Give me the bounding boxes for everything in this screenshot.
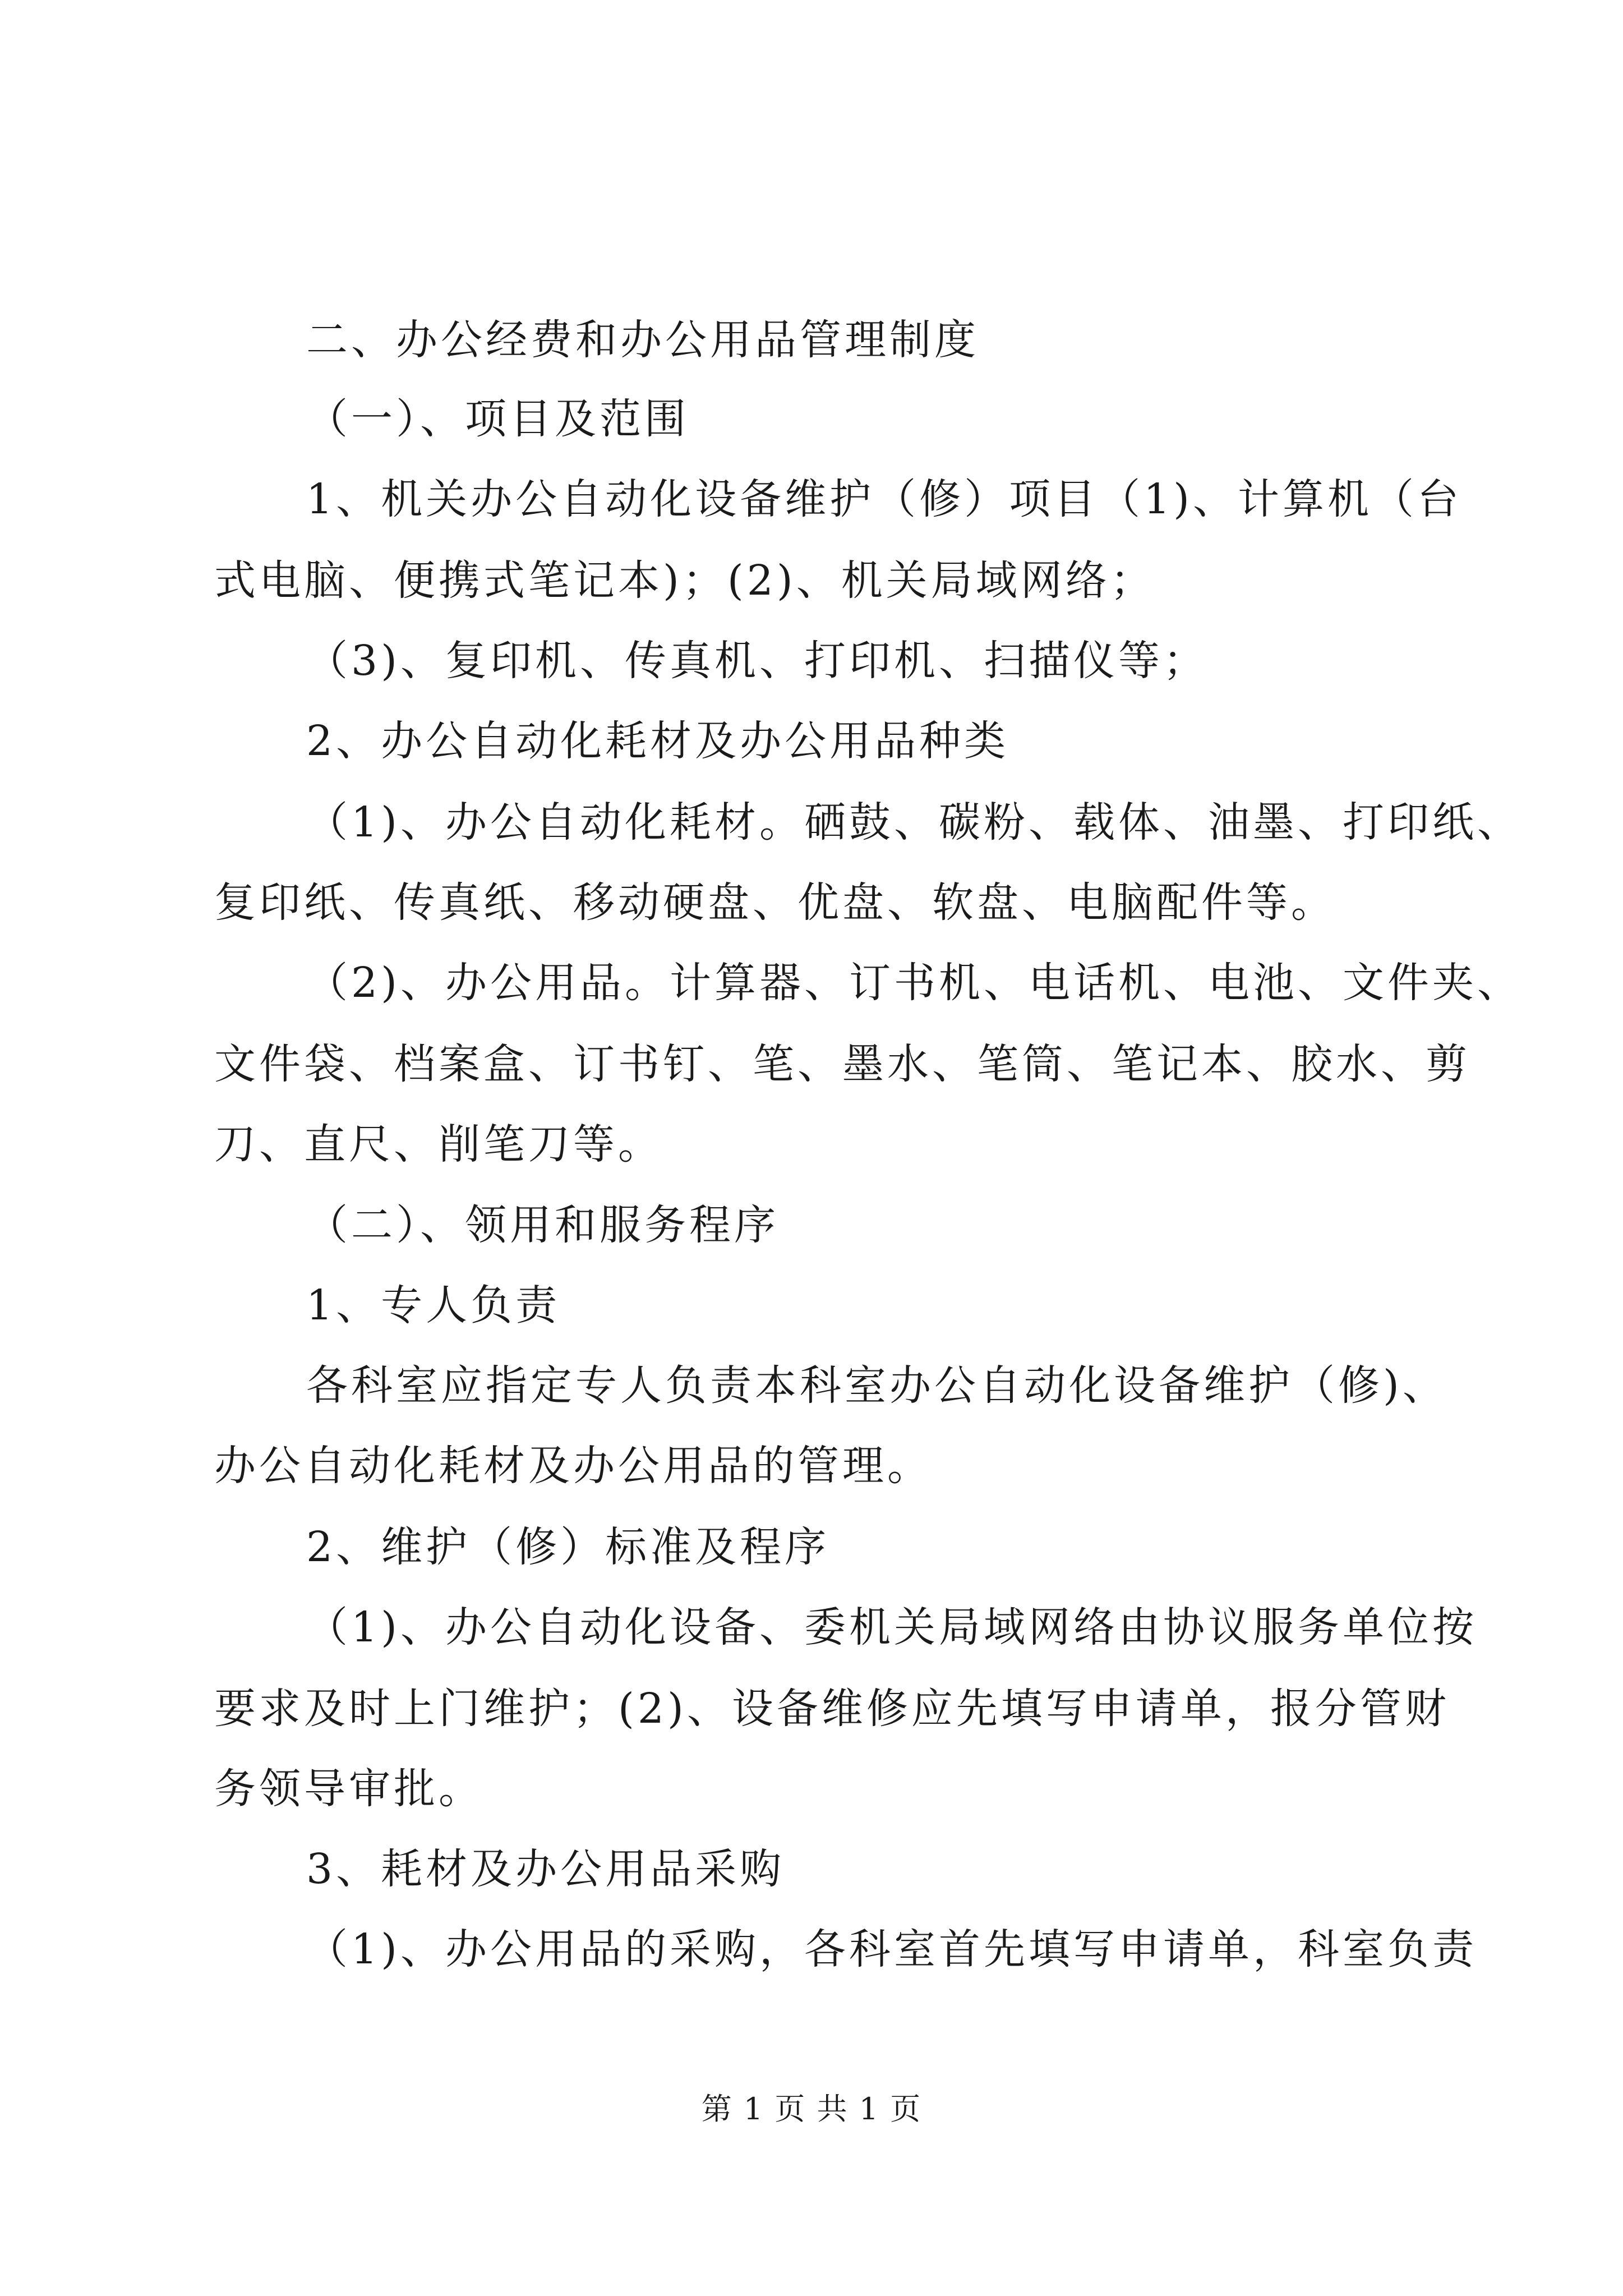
- paragraph-line: 务领导审批。: [214, 1765, 483, 1813]
- subsection-heading: （一）、项目及范围: [306, 395, 689, 443]
- paragraph-line: （3)、复印机、传真机、打印机、扫描仪等；: [306, 637, 1208, 685]
- paragraph-line: 1、机关办公自动化设备维护（修）项目（1)、计算机（台: [306, 475, 1463, 523]
- paragraph-line: 复印纸、传真纸、移动硬盘、优盘、软盘、电脑配件等。: [214, 878, 1336, 927]
- paragraph-line: （1)、办公自动化耗材。硒鼓、碳粉、载体、油墨、打印纸、: [306, 798, 1522, 846]
- section-heading: 二、办公经费和办公用品管理制度: [306, 316, 979, 364]
- paragraph-line: 各科室应指定专人负责本科室办公自动化设备维护（修)、: [306, 1361, 1447, 1410]
- paragraph-line: （1)、办公自动化设备、委机关局域网络由协议服务单位按: [306, 1603, 1477, 1651]
- paragraph-line: 办公自动化耗材及办公用品的管理。: [214, 1442, 932, 1490]
- paragraph-line: 式电脑、便携式笔记本)；(2)、机关局域网络；: [214, 556, 1155, 605]
- subsection-heading: （二）、领用和服务程序: [306, 1201, 779, 1249]
- paragraph-line: 要求及时上门维护；(2)、设备维修应先填写申请单，报分管财: [214, 1685, 1450, 1733]
- paragraph-line: 刀、直尺、削笔刀等。: [214, 1120, 663, 1168]
- paragraph-line: （2)、办公用品。计算器、订书机、电话机、电池、文件夹、: [306, 959, 1522, 1007]
- paragraph-line: 2、办公自动化耗材及办公用品种类: [306, 717, 1009, 765]
- paragraph-line: 1、专人负责: [306, 1281, 561, 1329]
- paragraph-line: （1)、办公用品的采购，各科室首先填写申请单，科室负责: [306, 1925, 1477, 1973]
- paragraph-line: 文件袋、档案盒、订书钉、笔、墨水、笔筒、笔记本、胶水、剪: [214, 1040, 1470, 1088]
- paragraph-line: 2、维护（修）标准及程序: [306, 1523, 830, 1571]
- page-footer: 第 1 页 共 1 页: [701, 2091, 922, 2127]
- paragraph-line: 3、耗材及办公用品采购: [306, 1845, 785, 1893]
